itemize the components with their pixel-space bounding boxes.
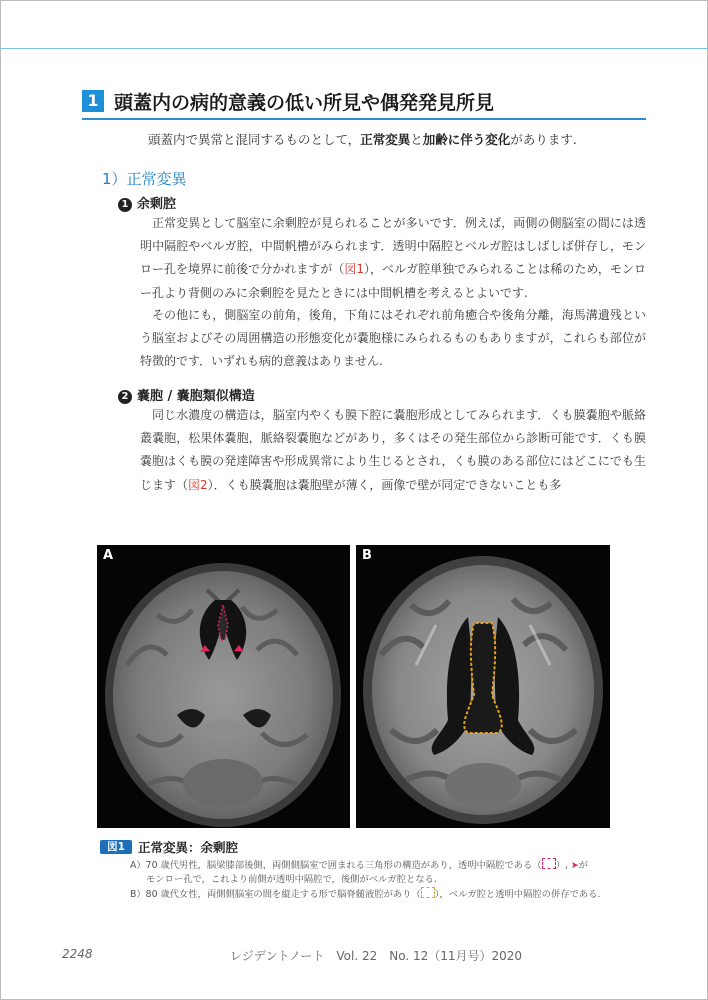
caption-a-line2: モンロー孔で，これより前側が透明中隔腔で，後側がベルガ腔となる. bbox=[146, 874, 437, 885]
intro-pre: 頭蓋内で異常と混同するものとして， bbox=[148, 132, 361, 147]
subsection-title: 1）正常変異 bbox=[102, 170, 187, 188]
red-dashed-box-icon bbox=[542, 858, 556, 869]
mri-b-drawing bbox=[356, 545, 610, 828]
heading-cyst bbox=[118, 385, 255, 404]
intro-bold-1: 正常変異 bbox=[360, 132, 411, 147]
page-number: 2248 bbox=[62, 947, 93, 961]
intro-post: があります. bbox=[510, 132, 577, 147]
section-title: 頭蓋内の病的意義の低い所見や偶発発見所見 bbox=[114, 92, 495, 114]
mri-image-a bbox=[97, 545, 350, 828]
heading-number-1: 1 bbox=[118, 198, 132, 212]
para-a1-post: ），ベルガ腔単独でみられることは稀のため，モンロー孔より背側のみに余剰腔を見たときには中間帆槽を考えるとよいです. bbox=[140, 262, 646, 300]
section-heading bbox=[82, 88, 646, 120]
para-a1-pre: 正常変異として脳室に余剰腔が見られることが多いです．例えば，両側の側脳室の間には透明中隔腔やベルガ腔，中間帆槽がみられます．透明中隔腔とベルガ腔はしばしば併存し，モンロー孔を境界に前後で分かれますが（ bbox=[140, 216, 646, 277]
paragraph-extra-space-1 bbox=[140, 212, 646, 305]
panel-label-a: A bbox=[103, 548, 114, 563]
header-rule bbox=[0, 48, 708, 49]
section-number: 1 bbox=[82, 90, 104, 112]
journal-info: レジデントノート Vol. 22 No. 12（11月号）2020 bbox=[230, 949, 523, 963]
figure-title: 正常変異：余剰腔 bbox=[138, 840, 239, 855]
figure1-ref-link[interactable]: 図1 bbox=[344, 262, 364, 277]
caption-a1-post: ）, bbox=[555, 860, 571, 871]
heading-extra-space bbox=[118, 193, 176, 212]
caption-b-line bbox=[130, 886, 600, 900]
caption-a-line1 bbox=[130, 857, 588, 871]
red-arrow-icon: ➤ bbox=[570, 860, 579, 871]
intro-bold-2: 加齢に伴う変化 bbox=[422, 132, 511, 147]
figure2-ref-link[interactable]: 図2 bbox=[188, 477, 208, 492]
panel-label-b: B bbox=[362, 548, 372, 563]
intro-text bbox=[148, 130, 577, 148]
intro-mid: と bbox=[410, 132, 423, 147]
heading-a-title: 余剰腔 bbox=[137, 197, 177, 212]
caption-b-pre: B）80 歳代女性，両側側脳室の間を縦走する形で脳脊髄液腔があり（ bbox=[130, 889, 421, 900]
heading-number-2: 2 bbox=[118, 390, 132, 404]
mri-image-b bbox=[356, 545, 610, 828]
mri-a-drawing bbox=[97, 545, 350, 828]
heading-b-title: 嚢胞 / 嚢胞類似構造 bbox=[137, 389, 255, 404]
caption-a1-end: が bbox=[578, 860, 588, 871]
caption-b-post: ），ベルガ腔と透明中隔腔の併存である. bbox=[434, 889, 601, 900]
figure-tag: 図1 bbox=[100, 840, 132, 854]
caption-a1-pre: A）70 歳代男性，脳梁膝部後側，両側側脳室で囲まれる三角形の構造があり，透明中隔腔である（ bbox=[130, 860, 542, 871]
yellow-dashed-box-icon bbox=[421, 887, 435, 898]
paragraph-extra-space-2: その他にも，側脳室の前角，後角，下角にはそれぞれ前角癒合や後角分離，海馬溝遺残という脳室およびその周囲構造の形態変化が嚢胞様にみられるものもありますが，これらも部位が特徴的です．いずれも病的意義はありません. bbox=[140, 308, 646, 369]
para-b1-pre: 同じ水濃度の構造は，脳室内やくも膜下腔に嚢胞形成としてみられます．くも膜嚢胞や脈絡叢嚢胞，松果体嚢胞，脈絡裂嚢胞などがあり，多くはその発生部位から診断可能です．くも膜嚢胞はくも膜の発達障害や形成異常により生じるとされ，くも膜のある部位にはどこにでも生じます（ bbox=[140, 408, 646, 492]
paragraph-cyst bbox=[140, 404, 646, 497]
para-b1-post: ）．くも膜嚢胞は嚢胞壁が薄く，画像で壁が同定できないことも多 bbox=[207, 477, 562, 492]
